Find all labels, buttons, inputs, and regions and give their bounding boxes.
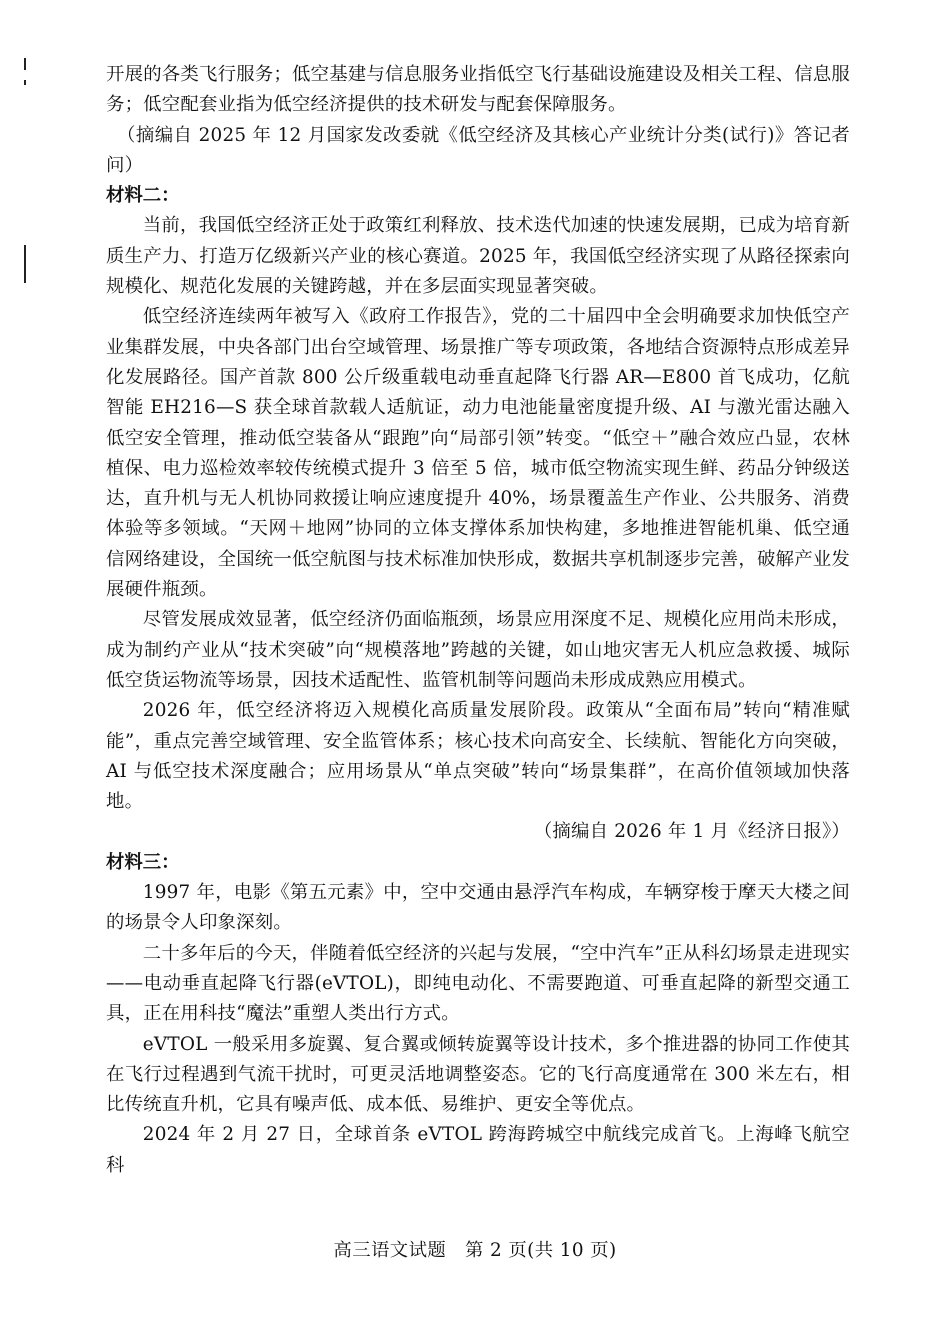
material-three-heading: 材料三：: [106, 851, 180, 873]
material-two-paragraph: 尽管发展成效显著，低空经济仍面临瓶颈，场景应用深度不足、规模化应用尚未形成，成为制约产业从“技术突破”向“规模落地”跨越的关键，如山地灾害无人机应急救援、城际低空货运物流等场景，因技术适配性、监管机制等问题尚未形成成熟应用模式。: [106, 609, 850, 691]
binding-mark-top: [24, 58, 26, 70]
material-two-source: （摘编自 2026 年 1 月《经济日报》）: [533, 821, 850, 843]
page-body: [106, 60, 850, 1181]
material-one-continuation: 开展的各类飞行服务；低空基建与信息服务业指低空飞行基础设施建设及相关工程、信息服务；低空配套业指为低空经济提供的技术研发与配套保障服务。: [106, 64, 850, 116]
material-two-paragraph: 低空经济连续两年被写入《政府工作报告》，党的二十届四中全会明确要求加快低空产业集群发展，中央各部门出台空域管理、场景推广等专项政策，各地结合资源特点形成差异化发展路径。国产首款 800 公斤级重载电动垂直起降飞行器 AR—E800 首飞成功，亿航智能 EH216—S 获全球首款载人适航证，动力电池能量密度提升级、AI 与激光雷达融入低空安全管理，推动低空装备从“跟跑”向“局部引领”转变。“低空＋”融合效应凸显，农林植保、电力巡检效率较传统模式提升 3 倍至 5 倍，城市低空物流实现生鲜、药品分钟级送达，直升机与无人机协同救援让响应速度提升 40%，场景覆盖生产作业、公共服务、消费体验等多领域。“天网＋地网”协同的立体支撑体系加快构建，多地推进智能机巢、低空通信网络建设，全国统一低空航图与技术标准加快形成，数据共享机制逐步完善，破解产业发展硬件瓶颈。: [106, 306, 850, 601]
binding-mark-top-small: [24, 80, 26, 85]
material-two-paragraph: 当前，我国低空经济正处于政策红利释放、技术迭代加速的快速发展期，已成为培育新质生产力、打造万亿级新兴产业的核心赛道。2025 年，我国低空经济实现了从路径探索向规模化、规范化发展的关键跨越，并在多层面实现显著突破。: [106, 215, 850, 298]
material-three-paragraph: eVTOL 一般采用多旋翼、复合翼或倾转旋翼等设计技术，多个推进器的协同工作使其在飞行过程遇到气流干扰时，可更灵活地调整姿态。它的飞行高度通常在 300 米左右，相比传统直升机，它具有噪声低、成本低、易维护、更安全等优点。: [106, 1033, 850, 1116]
material-three-paragraph: 2024 年 2 月 27 日，全球首条 eVTOL 跨海跨城空中航线完成首飞。上海峰飞航空科: [106, 1124, 850, 1176]
material-two-heading: 材料二：: [106, 185, 180, 207]
binding-mark-middle: [24, 245, 26, 283]
material-three-paragraph: 1997 年，电影《第五元素》中，空中交通由悬浮汽车构成，车辆穿梭于摩天大楼之间的场景令人印象深刻。: [106, 882, 850, 934]
material-three-paragraph: 二十多年后的今天，伴随着低空经济的兴起与发展，“空中汽车”正从科幻场景走进现实——电动垂直起降飞行器(eVTOL)，即纯电动化、不需要跑道、可垂直起降的新型交通工具，正在用科技“魔法”重塑人类出行方式。: [106, 942, 850, 1025]
material-two-paragraph: 2026 年，低空经济将迈入规模化高质量发展阶段。政策从“全面布局”转向“精准赋能”，重点完善空域管理、安全监管体系；核心技术向高安全、长续航、智能化方向突破，AI 与低空技术深度融合；应用场景从“单点突破”转向“场景集群”，在高价值领域加快落地。: [106, 700, 850, 813]
material-one-source: （摘编自 2025 年 12 月国家发改委就《低空经济及其核心产业统计分类(试行)》答记者问）: [106, 124, 850, 176]
page-footer: 高三语文试题 第 2 页(共 10 页): [333, 1240, 617, 1261]
